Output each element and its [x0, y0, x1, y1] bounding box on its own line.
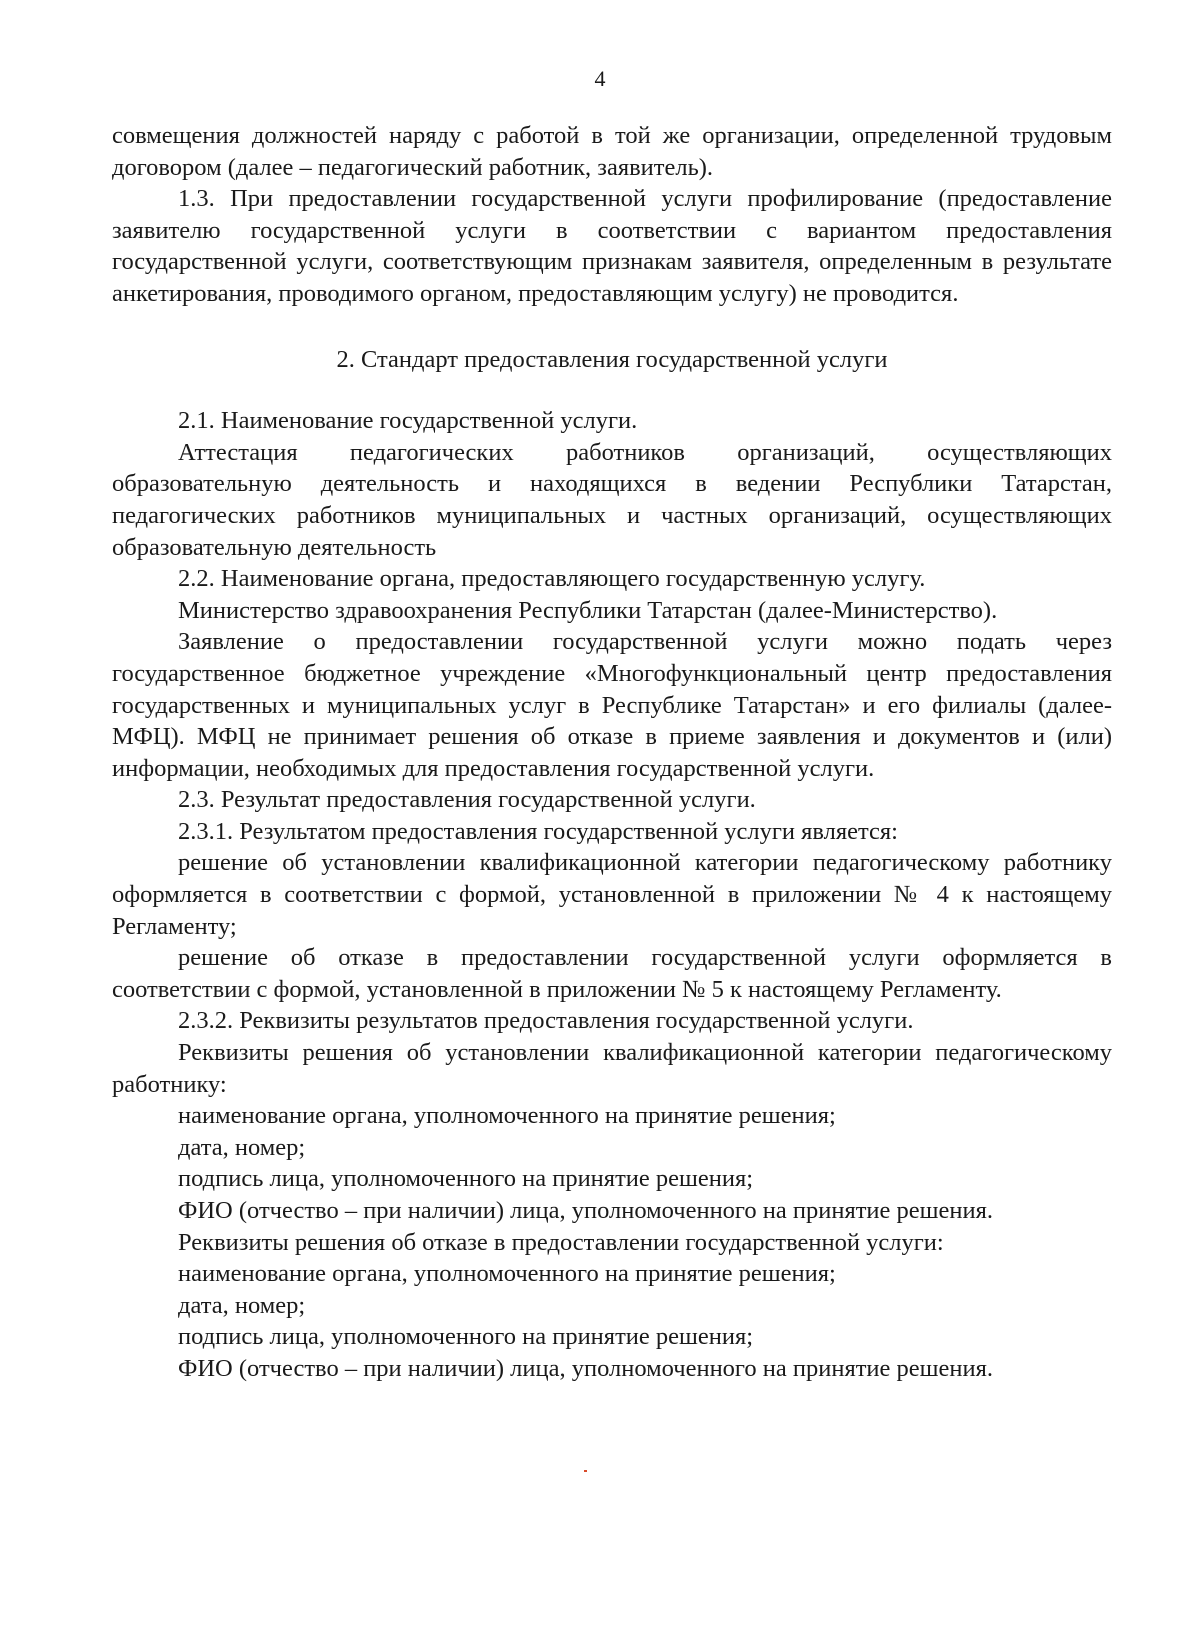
paragraph-result-category: решение об установлении квалификационной категории педагогическому работнику оформляется в соответствии с формой, установленной в приложении № 4 к настоящему Регламенту;	[112, 849, 1112, 940]
paragraph-2-1: 2.1. Наименование государственной услуги.	[178, 407, 638, 435]
paragraph-2-3-2: 2.3.2. Реквизиты результатов предоставления государственной услуги.	[178, 1007, 914, 1035]
list-item: подпись лица, уполномоченного на принятие решения;	[178, 1323, 754, 1351]
list-item: дата, номер;	[178, 1133, 306, 1161]
paragraph-continuation: совмещения должностей наряду с работой в той же организации, определенной трудовым договором (далее – педагогический работник, заявитель).	[112, 122, 1112, 181]
paragraph-1-3: 1.3. При предоставлении государственной услуги профилирование (предоставление заявителю государственной услуги в соответствии с вариантом предоставления государственной услуги, соответствующим признакам заявителя, определенным в результате анкетирования, проводимого органом, предоставляющим услугу) не проводится.	[112, 185, 1112, 307]
paragraph-requisites-category: Реквизиты решения об установлении квалификационной категории педагогическому работнику:	[112, 1039, 1112, 1098]
document-body	[112, 120, 1112, 1385]
paragraph-requisites-refusal: Реквизиты решения об отказе в предоставлении государственной услуги:	[178, 1228, 944, 1256]
paragraph-mfc: Заявление о предоставлении государственной услуги можно подать через государственное бюджетное учреждение «Многофункциональный центр предоставления государственных и муниципальных услуг в Республике Татарстан» и его филиалы (далее-МФЦ). МФЦ не принимает решения об отказе в приеме заявления и документов и (или) информации, необходимых для предоставления государственной услуги.	[112, 628, 1112, 782]
list-item: ФИО (отчество – при наличии) лица, уполномоченного на принятие решения.	[178, 1354, 994, 1382]
paragraph-2-3: 2.3. Результат предоставления государственной услуги.	[178, 786, 756, 814]
list-item: ФИО (отчество – при наличии) лица, уполномоченного на принятие решения.	[178, 1197, 994, 1224]
section-2-heading: 2. Стандарт предоставления государственной услуги	[336, 345, 888, 373]
paragraph-ministry: Министерство здравоохранения Республики Татарстан (далее-Министерство).	[178, 596, 998, 624]
paragraph-service-name: Аттестация педагогических работников организаций, осуществляющих образовательную деятельность и находящихся в ведении Республики Татарстан, педагогических работников муниципальных и частных организаций, осуществляющих образовательную деятельность	[112, 438, 1112, 561]
list-item: наименование органа, уполномоченного на принятие решения;	[178, 1260, 836, 1288]
list-item: наименование органа, уполномоченного на принятие решения;	[178, 1102, 836, 1130]
list-item: дата, номер;	[178, 1291, 306, 1319]
page-number: 4	[594, 66, 606, 91]
paragraph-result-refusal: решение об отказе в предоставлении государственной услуги оформляется в соответствии с формой, установленной в приложении № 5 к настоящему Регламенту.	[112, 944, 1112, 1003]
list-item: подпись лица, уполномоченного на принятие решения;	[178, 1165, 754, 1193]
paragraph-2-3-1: 2.3.1. Результатом предоставления государственной услуги является:	[178, 817, 898, 845]
scan-speck	[584, 1470, 587, 1472]
paragraph-2-2: 2.2. Наименование органа, предоставляющего государственную услугу.	[178, 565, 926, 593]
